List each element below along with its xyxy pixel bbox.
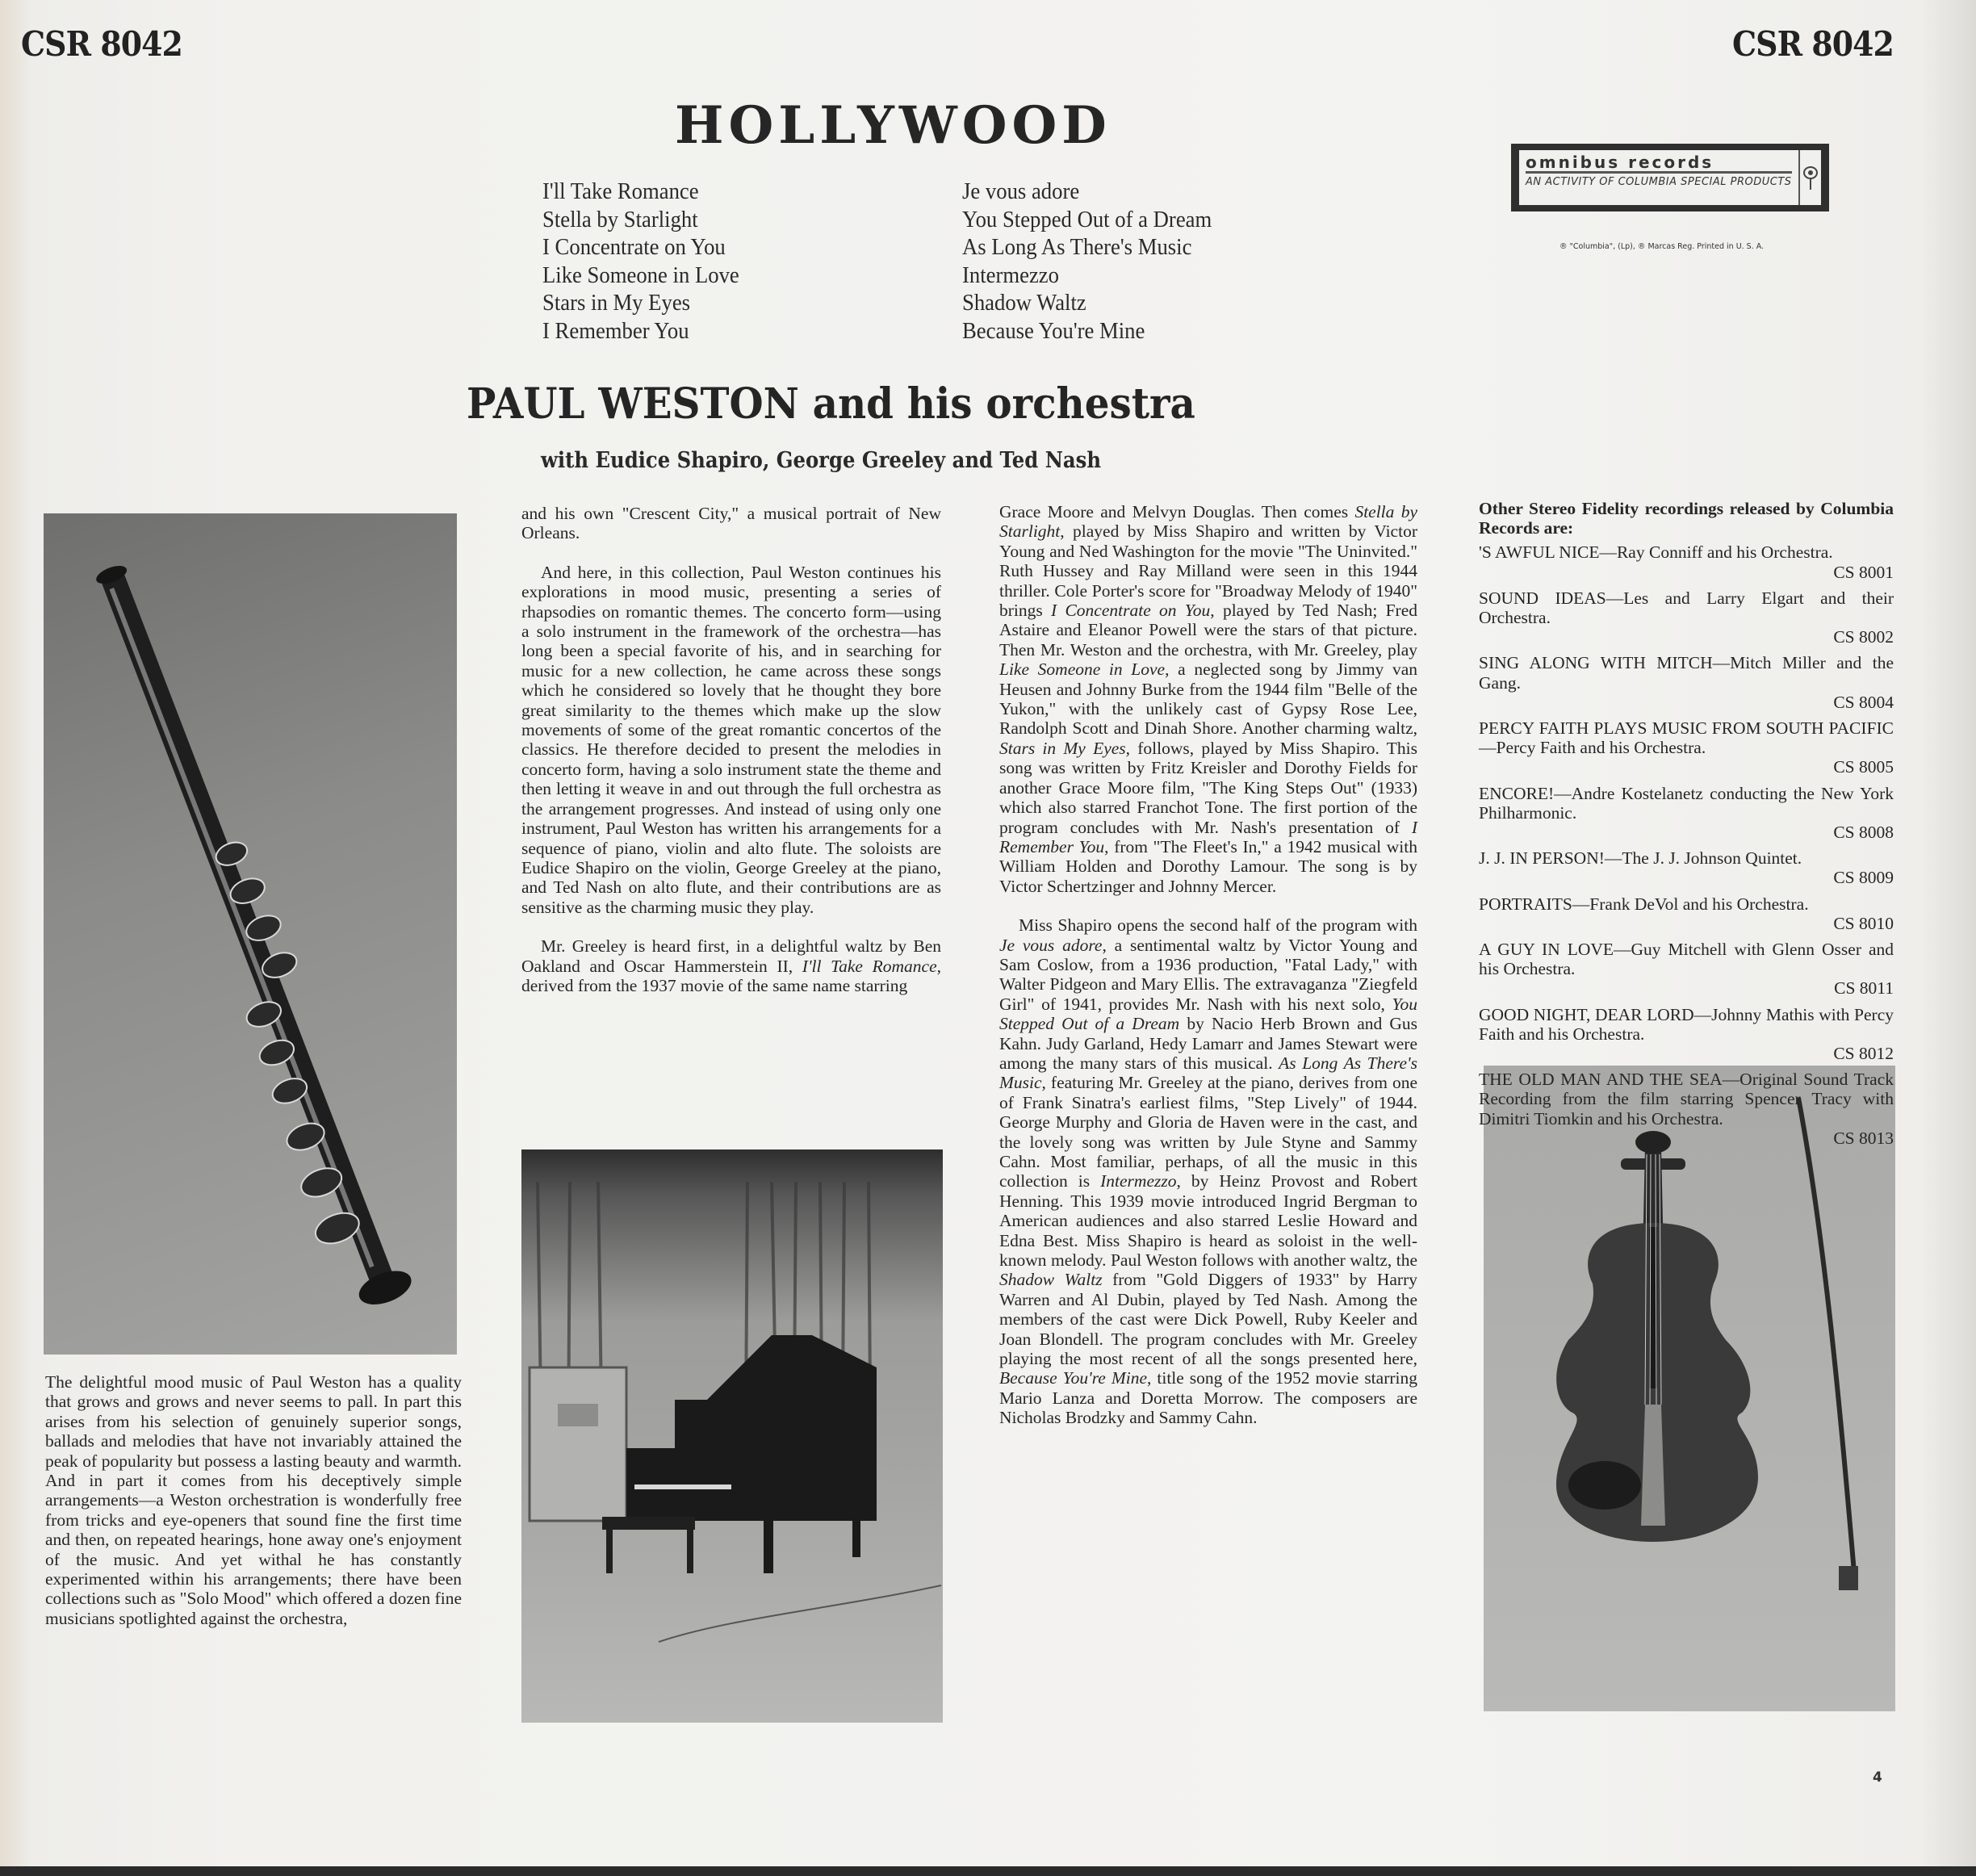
liner-notes-paragraph: Miss Shapiro opens the second half of the program with Je vous adore, a sentimental waltz by Victor Young and Sam Coslow, from a 1936 production, "Fatal Lady," with Walter Pidgeon and Mary Ellis. The extravaganza "Ziegfeld Girl" of 1941, provides Mr. Nash with his next solo, You Stepped Out of a Dream by Nacio Herb Brown and Gus Kahn. Judy Garland, Hedy Lamarr and James Stewart were among the many stars of this musical. As Long As There's Music, featuring Mr. Greeley at the piano, derives from one of Frank Sinatra's earliest films, "Step Lively" of 1944. George Murphy and Gloria de Haven were in the cast, and the lovely song was written by Jule Styne and Sammy Cahn. Most familiar, perhaps, of all the music in this collection is Intermezzo, by Heinz Provost and Robert Henning. This 1939 movie introduced Ingrid Bergman to American audiences and also starred Leslie Howard and Edna Best. Miss Shapiro is heard as soloist in the well-known melody. Paul Weston follows with another waltz, the Shadow Waltz from "Gold Diggers of 1933" by Harry Warren and Al Dubin, played by Ted Nash. Among the members of the cast were Dick Powell, Ruby Keeler and Joan Blondell. The program concludes with Mr. Greeley playing the most recent of all the songs presented here, Because You're Mine, title song of the 1952 movie starring Mario Lanza and Doretta Morrow. The composers are Nicholas Brodzky and Sammy Cahn. bbox=[999, 915, 1418, 1428]
record-label-logo-box bbox=[1511, 144, 1829, 211]
track-item: Because You're Mine bbox=[962, 317, 1145, 344]
flute-illustration-icon bbox=[44, 513, 457, 1355]
release-catalog-code: CS 8010 bbox=[1833, 913, 1894, 933]
release-catalog-code: CS 8005 bbox=[1833, 757, 1894, 777]
liner-notes-middle-column bbox=[521, 504, 941, 1015]
release-item bbox=[1479, 848, 1894, 887]
liner-notes-paragraph: And here, in this collection, Paul Weston continues his explorations in mood music, presenting a series of rhapsodies on romantic themes. The concerto form—using a solo instrument in the framework of the orchestra—has long been a special favorite of his, and in searching for music for a new collection, he came across these songs which he considered so lovely that he thought they bore great similarity to the themes which make up the slow movements of some of the great romantic concertos of the classics. He therefore decided to present the melodies in concerto form, having a solo instrument state the theme and then letting it weave in and out through the full orchestra as the arrangement progresses. And instead of using only one instrument, Paul Weston has written his arrangements for a sequence of piano, violin and alto flute. The soloists are Eudice Shapiro on the violin, George Greeley at the piano, and Ted Nash on alto flute, and their contributions are as sensitive as the charming music they play. bbox=[521, 562, 941, 917]
release-item bbox=[1479, 1005, 1894, 1064]
release-title: A GUY IN LOVE—Guy Mitchell with Glenn Osser and his Orchestra. bbox=[1479, 940, 1894, 979]
track-item: Stars in My Eyes bbox=[542, 290, 691, 316]
featured-soloists: with Eudice Shapiro, George Greeley and Ted Nash bbox=[541, 448, 1101, 473]
release-title: PORTRAITS—Frank DeVol and his Orchestra. bbox=[1479, 894, 1809, 914]
release-catalog-code: CS 8009 bbox=[1833, 868, 1894, 888]
track-item: Je vous adore bbox=[962, 178, 1080, 204]
track-item: I Remember You bbox=[542, 317, 689, 344]
album-title: HOLLYWOOD bbox=[675, 95, 1112, 156]
track-item: I'll Take Romance bbox=[542, 178, 699, 204]
catalog-number-right: CSR 8042 bbox=[1732, 24, 1894, 64]
release-title: GOOD NIGHT, DEAR LORD—Johnny Mathis with Percy Faith and his Orchestra. bbox=[1479, 1004, 1894, 1044]
piano-studio-photo bbox=[521, 1149, 943, 1723]
violin-illustration-icon bbox=[1484, 1066, 1895, 1711]
release-title: SOUND IDEAS—Les and Larry Elgart and their Orchestra. bbox=[1479, 588, 1894, 628]
liner-notes-intro bbox=[45, 1372, 462, 1648]
other-releases-heading: Other Stereo Fidelity recordings released by Columbia Records are: bbox=[1479, 499, 1894, 538]
release-item bbox=[1479, 653, 1894, 712]
release-title: J. J. IN PERSON!—The J. J. Johnson Quintet. bbox=[1479, 848, 1802, 869]
release-catalog-code: CS 8008 bbox=[1833, 823, 1894, 843]
liner-notes-paragraph: The delightful mood music of Paul Weston has a quality that grows and grows and never seems to pall. In part this arises from his selection of genuinely superior songs, ballads and melodies that have not invariably attained the peak of popularity but possess a lasting beauty and warmth. And in part it comes from his deceptively simple arrangements—a Weston orchestration is wonderfully free from tricks and eye-openers that sound fine the first time and then, on repeated hearings, hone away one's enjoyment of the music. And yet withal he has constantly experimented within his arrangements; there have been collections such as "Solo Mood" which offered a dozen fine musicians spotlighted against the orchestra, bbox=[45, 1372, 462, 1628]
track-item: Like Someone in Love bbox=[542, 262, 739, 288]
release-catalog-code: CS 8011 bbox=[1834, 978, 1894, 999]
release-catalog-code: CS 8012 bbox=[1833, 1044, 1894, 1064]
track-item: Shadow Waltz bbox=[962, 290, 1086, 316]
page-number: 4 bbox=[1873, 1769, 1882, 1786]
release-item bbox=[1479, 718, 1894, 777]
liner-notes-paragraph: Mr. Greeley is heard first, in a delightful waltz by Ben Oakland and Oscar Hammerstein II, I'll Take Romance, derived from the 1937 movie of the same name starring bbox=[521, 936, 941, 995]
liner-notes-right-column bbox=[999, 502, 1417, 1447]
track-item: Stella by Starlight bbox=[542, 206, 698, 232]
liner-notes-paragraph: and his own "Crescent City," a musical portrait of New Orleans. bbox=[521, 504, 941, 543]
track-list-side-2 bbox=[962, 178, 1233, 345]
artist-heading: PAUL WESTON and his orchestra bbox=[467, 379, 1195, 429]
piano-illustration-icon bbox=[521, 1149, 943, 1723]
label-brand: omnibus records bbox=[1526, 153, 1792, 174]
catalog-number-left: CSR 8042 bbox=[21, 24, 182, 64]
release-catalog-code: CS 8001 bbox=[1833, 562, 1894, 582]
release-catalog-code: CS 8013 bbox=[1833, 1128, 1894, 1148]
track-item: As Long As There's Music bbox=[962, 234, 1192, 260]
release-item bbox=[1479, 940, 1894, 999]
violin-photo bbox=[1484, 1066, 1895, 1711]
label-subtitle: AN ACTIVITY OF COLUMBIA SPECIAL PRODUCTS bbox=[1526, 176, 1792, 188]
release-item bbox=[1479, 1070, 1894, 1148]
track-item: Intermezzo bbox=[962, 262, 1059, 288]
track-item: I Concentrate on You bbox=[542, 234, 726, 260]
release-item bbox=[1479, 894, 1894, 933]
columbia-eye-icon bbox=[1798, 150, 1821, 205]
release-item bbox=[1479, 588, 1894, 647]
track-item: You Stepped Out of a Dream bbox=[962, 206, 1212, 232]
release-title: 'S AWFUL NICE—Ray Conniff and his Orchestra. bbox=[1479, 542, 1833, 563]
release-item bbox=[1479, 784, 1894, 843]
release-catalog-code: CS 8004 bbox=[1833, 692, 1894, 712]
other-releases-list bbox=[1479, 499, 1894, 1154]
release-catalog-code: CS 8002 bbox=[1833, 627, 1894, 647]
release-title: ENCORE!—Andre Kostelanetz conducting the New York Philharmonic. bbox=[1479, 783, 1894, 823]
flute-photo bbox=[44, 513, 457, 1355]
page-bottom-edge bbox=[0, 1866, 1976, 1876]
release-title: THE OLD MAN AND THE SEA—Original Sound Track Recording from the film starring Spencer Tracy with Dimitri Tiomkin and his Orchestra. bbox=[1479, 1070, 1894, 1129]
track-list-side-1 bbox=[542, 178, 756, 345]
liner-notes-paragraph: Grace Moore and Melvyn Douglas. Then comes Stella by Starlight, played by Miss Shapiro and written by Victor Young and Ned Washington for the movie "The Uninvited." Ruth Hussey and Ray Milland were seen in this 1944 thriller. Cole Porter's score for "Broadway Melody of 1940" brings I Concentrate on You, played by Ted Nash; Fred Astaire and Eleanor Powell were the stars of that picture. Then Mr. Weston and the orchestra, with Mr. Greeley, play Like Someone in Love, a neglected song by Jimmy van Heusen and Johnny Burke from the 1944 film "Belle of the Yukon," with the unlikely cast of Gypsy Rose Lee, Randolph Scott and Dinah Shore. Another charming waltz, Stars in My Eyes, follows, played by Miss Shapiro. This song was written by Fritz Kreisler and Dorothy Fields for another Grace Moore film, "The King Steps Out" (1933) which also starred Franchot Tone. The first portion of the program concludes with Mr. Nash's presentation of I Remember You, from "The Fleet's In," a 1942 musical with William Holden and Dorothy Lamour. The song is by Victor Schertzinger and Johnny Mercer. bbox=[999, 502, 1417, 896]
release-item bbox=[1479, 542, 1894, 581]
trademark-line: ® "Columbia", (Lp), ® Marcas Reg. Printed in U. S. A. bbox=[1559, 242, 1765, 251]
release-title: SING ALONG WITH MITCH—Mitch Miller and the Gang. bbox=[1479, 653, 1894, 693]
release-title: PERCY FAITH PLAYS MUSIC FROM SOUTH PACIFIC—Percy Faith and his Orchestra. bbox=[1479, 718, 1894, 758]
